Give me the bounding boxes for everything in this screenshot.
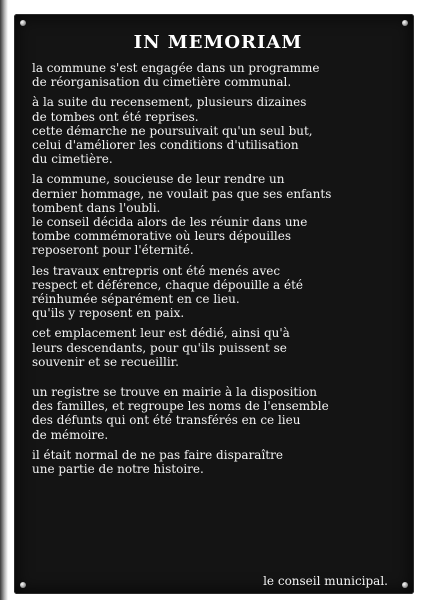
- paragraph-7: [32, 448, 404, 476]
- paragraph-1: [32, 61, 404, 89]
- paragraph-6: [32, 385, 404, 442]
- text-line: celui d'améliorer les conditions d'utilisation: [32, 138, 299, 153]
- text-line: du cimetière.: [32, 152, 113, 167]
- text-line: des familles, et regroupe les noms de l'ensemble: [32, 399, 329, 414]
- text-line: le conseil décida alors de les réunir dans une: [32, 215, 308, 230]
- text-line: de mémoire.: [32, 427, 109, 442]
- paragraph-2: [32, 95, 404, 166]
- paragraph-3: [32, 172, 404, 257]
- text-line: des défunts qui ont été transférés en ce lieu: [32, 413, 301, 428]
- paragraph-5: [32, 326, 404, 369]
- plaque-title: IN MEMORIAM: [133, 32, 303, 53]
- text-line: il était normal de ne pas faire disparaître: [32, 447, 283, 462]
- text-line: respect et déférence, chaque dépouille a été: [32, 277, 303, 292]
- text-line: une partie de notre histoire.: [32, 462, 204, 477]
- text-line: à la suite du recensement, plusieurs dizaines: [32, 95, 307, 110]
- screw-icon: [402, 20, 408, 26]
- text-line: dernier hommage, ne voulait pas que ses enfants: [32, 186, 332, 201]
- text-line: réinhumée séparément en ce lieu.: [32, 292, 240, 307]
- text-line: la commune, soucieuse de leur rendre un: [32, 172, 285, 187]
- text-line: souvenir et se recueillir.: [32, 354, 179, 369]
- scan-edge: [0, 0, 8, 600]
- signature: le conseil municipal.: [263, 574, 388, 588]
- text-line: tombent dans l'oubli.: [32, 200, 161, 215]
- text-line: cet emplacement leur est dédié, ainsi qu'à: [32, 326, 290, 341]
- screw-icon: [20, 582, 26, 588]
- text-line: les travaux entrepris ont été menés avec: [32, 263, 281, 278]
- text-line: tombe commémorative où leurs dépouilles: [32, 229, 292, 244]
- text-line: leurs descendants, pour qu'ils puissent se: [32, 340, 287, 355]
- text-line: de tombes ont été reprises.: [32, 109, 199, 124]
- screw-icon: [20, 20, 26, 26]
- text-line: qu'ils y reposent en paix.: [32, 306, 185, 321]
- spacer: [32, 375, 404, 385]
- paragraph-4: [32, 264, 404, 321]
- text-line: la commune s'est engagée dans un programme: [32, 61, 320, 75]
- text-line: reposeront pour l'éternité.: [32, 243, 194, 258]
- text-line: de réorganisation du cimetière communal.: [32, 75, 292, 90]
- text-line: cette démarche ne poursuivait qu'un seul but,: [32, 123, 313, 138]
- memorial-plaque: [14, 14, 414, 594]
- screw-icon: [402, 582, 408, 588]
- text-line: un registre se trouve en mairie à la disposition: [32, 385, 318, 400]
